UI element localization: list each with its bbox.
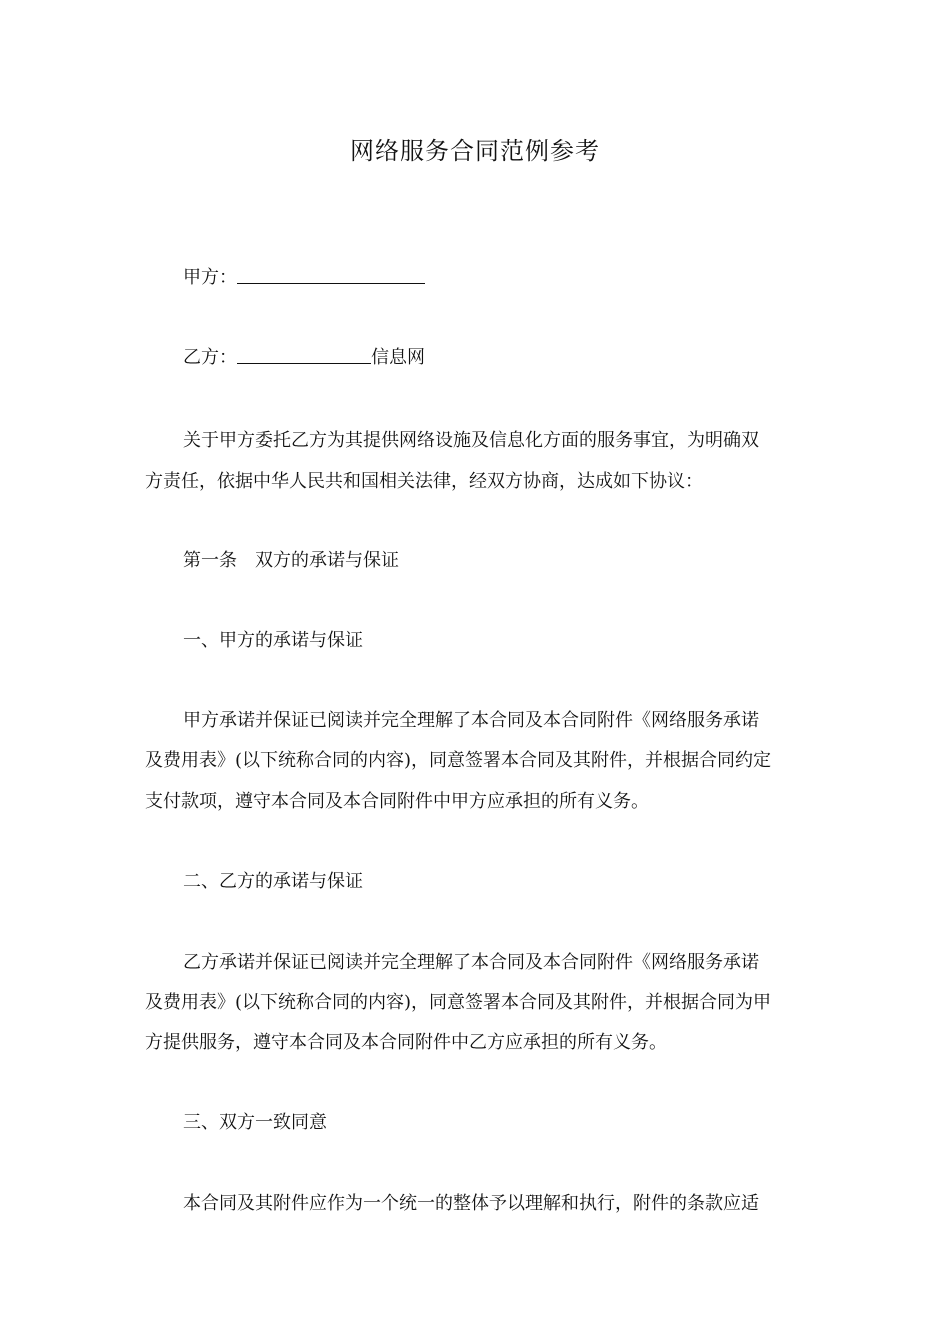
section-2-line-3: 方提供服务，遵守本合同及本合同附件中乙方应承担的所有义务。 — [145, 1032, 667, 1053]
party-b-blank — [237, 345, 371, 364]
section-1-heading: 一、甲方的承诺与保证 — [183, 630, 363, 651]
party-a-line — [183, 265, 425, 291]
document-title: 网络服务合同范例参考 — [350, 137, 600, 165]
section-1-line-2: 及费用表》(以下统称合同的内容)，同意签署本合同及其附件，并根据合同约定 — [145, 750, 772, 771]
section-2-line-1: 乙方承诺并保证已阅读并完全理解了本合同及本合同附件《网络服务承诺 — [183, 952, 759, 973]
section-3-line-1: 本合同及其附件应作为一个统一的整体予以理解和执行，附件的条款应适 — [183, 1193, 759, 1214]
section-2-heading: 二、乙方的承诺与保证 — [183, 871, 363, 892]
article-1-heading — [183, 548, 399, 574]
section-2-line-2: 及费用表》(以下统称合同的内容)，同意签署本合同及其附件，并根据合同为甲 — [145, 992, 772, 1013]
party-a-blank — [237, 265, 425, 284]
preamble-line-1: 关于甲方委托乙方为其提供网络设施及信息化方面的服务事宜，为明确双 — [183, 430, 759, 451]
party-b-suffix: 信息网 — [371, 347, 425, 368]
section-1-line-3: 支付款项，遵守本合同及本合同附件中甲方应承担的所有义务。 — [145, 791, 649, 812]
party-b-label: 乙方： — [183, 347, 237, 368]
party-a-label: 甲方： — [183, 267, 237, 288]
preamble-line-2: 方责任，依据中华人民共和国相关法律，经双方协商，达成如下协议： — [145, 471, 703, 492]
article-1-title: 双方的承诺与保证 — [255, 550, 399, 571]
section-3-heading: 三、双方一致同意 — [183, 1112, 327, 1133]
article-1-number: 第一条 — [183, 550, 237, 571]
section-1-line-1: 甲方承诺并保证已阅读并完全理解了本合同及本合同附件《网络服务承诺 — [183, 710, 759, 731]
party-b-line — [183, 345, 425, 371]
